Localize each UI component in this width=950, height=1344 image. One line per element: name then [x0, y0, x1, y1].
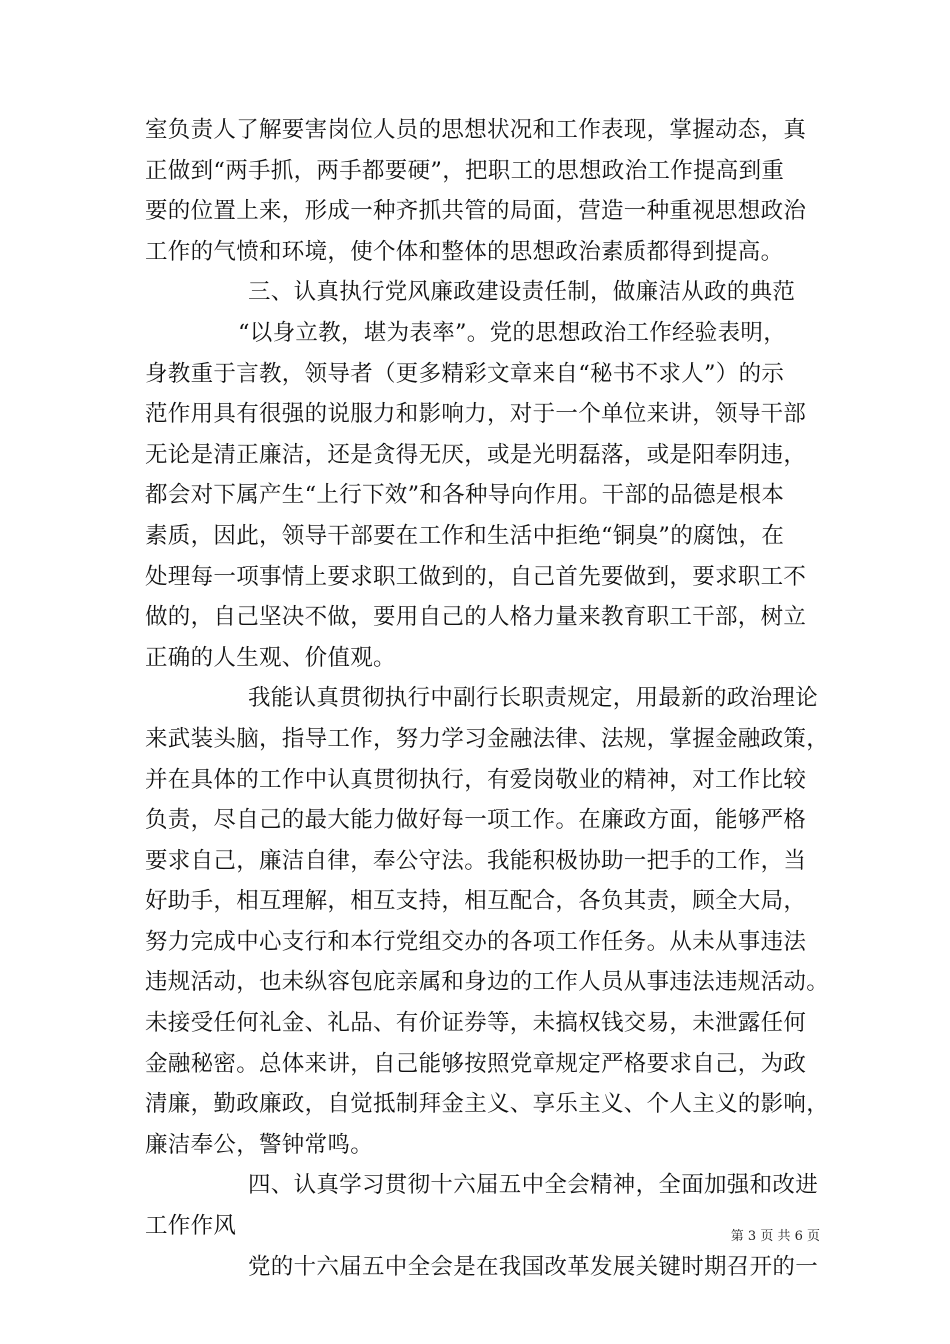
text-line: 处理每一项事情上要求职工做到的，自己首先要做到，要求职工不 [145, 563, 807, 590]
text-line: 未接受任何礼金、礼品、有价证券等，未搞权钱交易，未泄露任何 [145, 1010, 807, 1037]
text-line: 违规活动，也未纵容包庇亲属和身边的工作人员从事违法违规活动。 [145, 969, 830, 996]
text-line: 室负责人了解要害岗位人员的思想状况和工作表现，掌握动态，真 [145, 117, 807, 143]
text-line: 努力完成中心支行和本行党组交办的各项工作任务。从未从事违法 [145, 928, 807, 955]
document-body [145, 110, 830, 1287]
text-line: 金融秘密。总体来讲，自己能够按照党章规定严格要求自己，为政 [145, 1050, 807, 1077]
text-line: 要的位置上来，形成一种齐抓共管的局面，营造一种重视思想政治 [145, 198, 807, 225]
text-line: 范作用具有很强的说服力和影响力，对于一个单位来讲，领导干部 [145, 401, 807, 428]
text-line: 好助手，相互理解，相互支持，相互配合，各负其责，顾全大局， [145, 888, 807, 915]
text-line: 党的十六届五中全会是在我国改革发展关键时期召开的一 [248, 1253, 819, 1280]
text-line: 做的，自己坚决不做，要用自己的人格力量来教育职工干部，树立 [145, 604, 807, 631]
text-line: 三、认真执行党风廉政建设责任制，做廉洁从政的典范 [248, 279, 796, 306]
text-line: 工作的气愤和环境，使个体和整体的思想政治素质都得到提高。 [145, 238, 784, 265]
text-line: 四、认真学习贯彻十六届五中全会精神，全面加强和改进 [248, 1172, 819, 1199]
text-line: 并在具体的工作中认真贯彻执行，有爱岗敬业的精神，对工作比较 [145, 766, 807, 793]
text-line: 工作作风 [145, 1213, 237, 1240]
text-line: 廉洁奉公，警钟常鸣。 [145, 1131, 374, 1158]
text-line: 身教重于言教，领导者（更多精彩文章来自“秘书不求人”）的示 [145, 360, 785, 387]
text-line: 无论是清正廉洁，还是贪得无厌，或是光明磊落，或是阳奉阴违， [145, 441, 807, 468]
text-line: 都会对下属产生“上行下效”和各种导向作用。干部的品德是根本 [145, 482, 785, 509]
page-number-footer: 第 3 页 共 6 页 [730, 1229, 820, 1244]
text-line: 正确的人生观、价值观。 [145, 644, 396, 671]
text-line: 素质，因此，领导干部要在工作和生活中拒绝“铜臭”的腐蚀，在 [145, 522, 785, 549]
text-line: 负责，尽自己的最大能力做好每一项工作。在廉政方面，能够严格 [145, 807, 807, 834]
text-line: 正做到“两手抓，两手都要硬”，把职工的思想政治工作提高到重 [145, 157, 785, 184]
text-line: 清廉，勤政廉政，自觉抵制拜金主义、享乐主义、个人主义的影响， [145, 1091, 830, 1118]
text-line: “以身立教，堪为表率”。党的思想政治工作经验表明， [238, 319, 787, 346]
text-line: 我能认真贯彻执行中副行长职责规定，用最新的政治理论 [248, 685, 819, 712]
text-line: 要求自己，廉洁自律，奉公守法。我能积极协助一把手的工作，当 [145, 847, 807, 874]
text-line: 来武装头脑，指导工作，努力学习金融法律、法规，掌握金融政策， [145, 725, 830, 752]
